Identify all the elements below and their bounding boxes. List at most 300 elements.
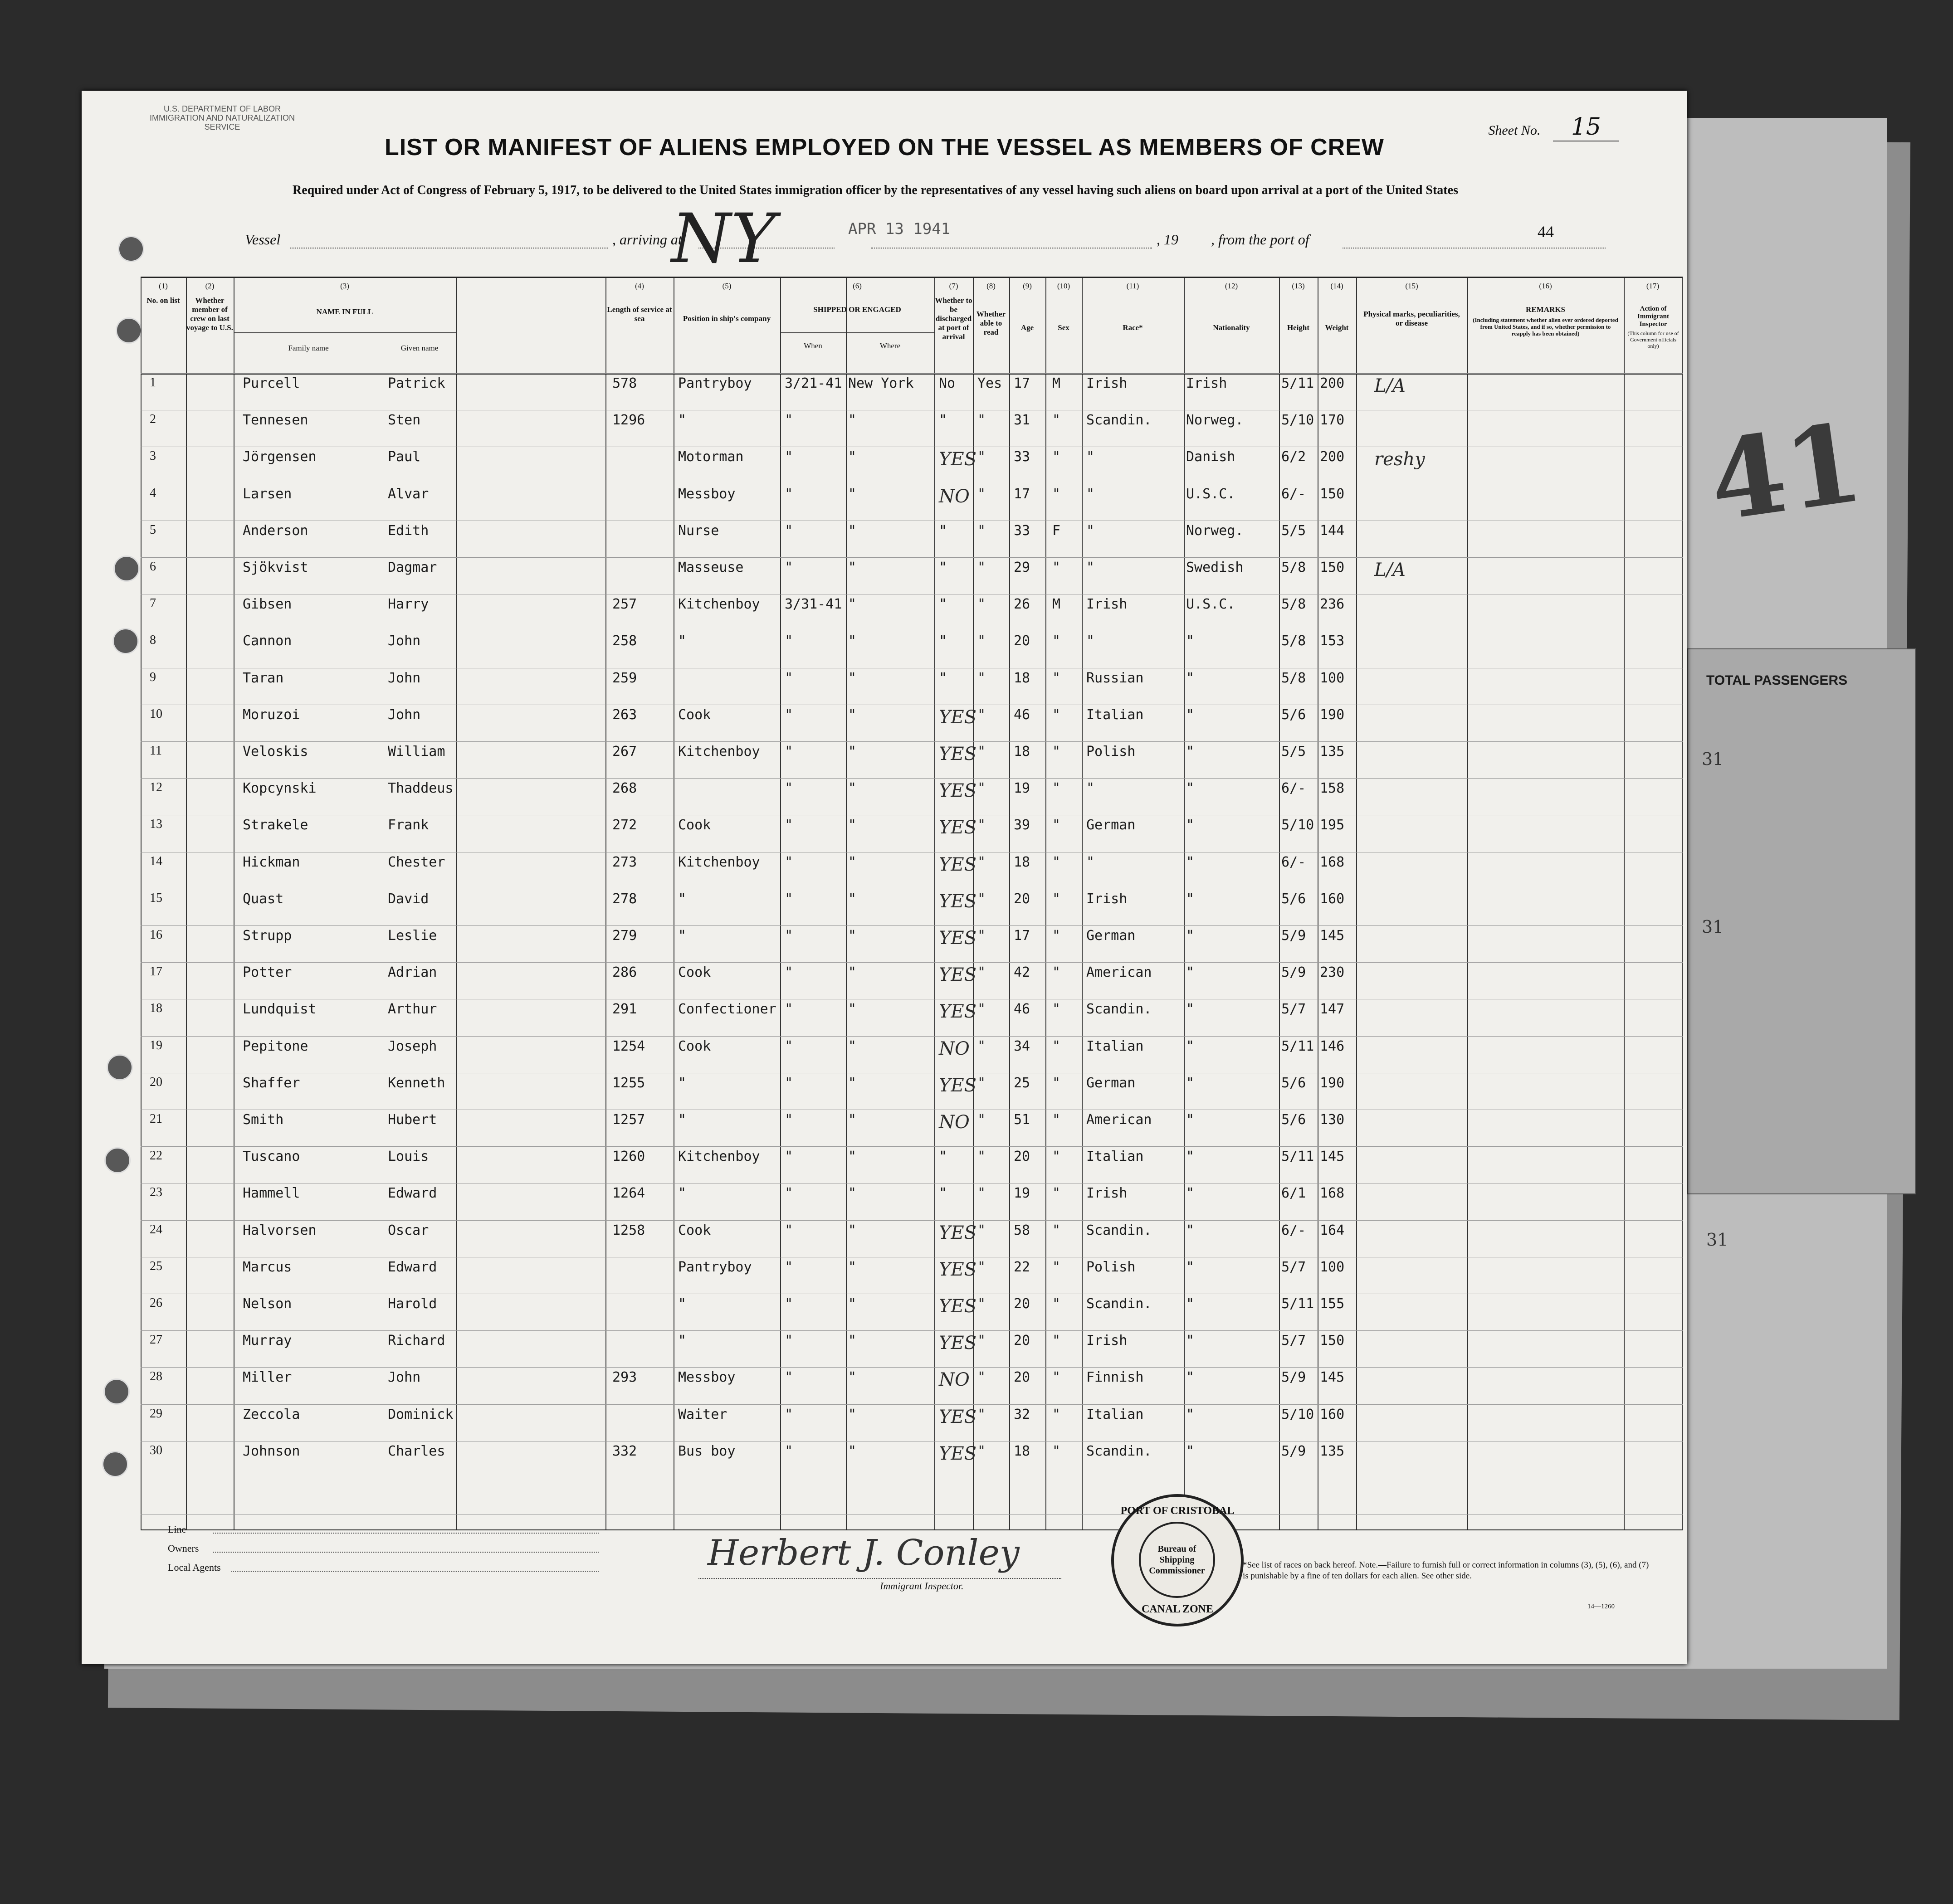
cell-height: 5/6 xyxy=(1281,706,1306,723)
arrival-port-handwritten: NY xyxy=(671,200,776,278)
column-header: NAME IN FULL xyxy=(316,307,373,316)
punch-hole xyxy=(102,1451,128,1477)
cell-service: 259 xyxy=(612,670,637,686)
cell-discharged: YES xyxy=(939,891,977,912)
cell-read: " xyxy=(977,522,986,539)
cell-position: Cook xyxy=(678,1222,711,1238)
cell-read: " xyxy=(977,1075,986,1091)
cell-position: Nurse xyxy=(678,522,719,539)
cell-position: Messboy xyxy=(678,1369,736,1386)
cell-height: 5/10 xyxy=(1281,1406,1314,1422)
cell-given: Louis xyxy=(388,1149,429,1165)
cell-height: 5/5 xyxy=(1281,744,1306,760)
column-number: (4) xyxy=(635,282,644,290)
cell-when: " xyxy=(785,670,793,686)
cell-sex: M xyxy=(1052,596,1061,613)
cell-position: Cook xyxy=(678,817,711,833)
cell-sex: " xyxy=(1052,1038,1061,1054)
cell-given: John xyxy=(388,670,421,686)
cell-age: 32 xyxy=(1014,1406,1030,1422)
cell-read: " xyxy=(977,560,986,575)
cell-service: 332 xyxy=(612,1443,637,1459)
cell-nationality: Norweg. xyxy=(1186,522,1244,539)
cell-position: Cook xyxy=(678,1038,711,1054)
cell-family: Moruzoi xyxy=(243,706,300,723)
cell-discharged: YES xyxy=(939,1406,977,1427)
cell-where: " xyxy=(848,854,857,870)
cell-position: Pantryboy xyxy=(678,375,752,391)
cell-no: 23 xyxy=(150,1185,162,1200)
cell-when: " xyxy=(785,1369,793,1386)
cell-position: Messboy xyxy=(678,486,736,502)
cell-when: " xyxy=(785,412,793,429)
owners-blank xyxy=(213,1543,599,1553)
cell-nationality: U.S.C. xyxy=(1186,596,1235,613)
cell-weight: 164 xyxy=(1320,1222,1345,1238)
cell-read: " xyxy=(977,854,986,870)
cell-no: 20 xyxy=(150,1075,162,1089)
cell-given: Sten xyxy=(388,412,421,429)
cell-when: " xyxy=(785,891,793,907)
stamp-bottom-text: CANAL ZONE xyxy=(1141,1603,1214,1615)
column-number: (12) xyxy=(1225,282,1238,290)
cell-age: 34 xyxy=(1014,1038,1030,1054)
cell-when: " xyxy=(785,1185,793,1202)
sheet-number-label: Sheet No. xyxy=(1488,123,1541,138)
cell-weight: 170 xyxy=(1320,412,1345,429)
cell-discharged: NO xyxy=(939,486,970,507)
from-port-label: , from the port of xyxy=(1211,231,1309,248)
cell-service: 1264 xyxy=(612,1185,645,1202)
cell-race: Irish xyxy=(1086,1185,1128,1202)
cell-read: " xyxy=(977,1259,986,1275)
cell-weight: 200 xyxy=(1320,449,1345,465)
cell-where: " xyxy=(848,1001,857,1018)
cell-discharged: " xyxy=(939,596,947,613)
cell-sex: " xyxy=(1052,1112,1061,1128)
cell-when: " xyxy=(785,1149,793,1165)
cell-sex: " xyxy=(1052,486,1061,502)
cell-discharged: YES xyxy=(939,449,977,470)
column-header: Nationality xyxy=(1213,323,1250,332)
cell-weight: 153 xyxy=(1320,633,1345,649)
side-slip-heading: TOTAL PASSENGERS xyxy=(1706,673,1848,688)
cell-when: " xyxy=(785,928,793,944)
cell-nationality: " xyxy=(1186,780,1195,797)
document-subtitle: Required under Act of Congress of February 5, 1917, to be delivered to the United States immigration officer by the representatives of any vessel having such aliens on board upon arrival at a port of the United States xyxy=(293,183,1458,197)
cell-family: Strupp xyxy=(243,928,292,944)
cell-family: Shaffer xyxy=(243,1075,300,1091)
cell-nationality: " xyxy=(1186,1369,1195,1386)
cell-read: " xyxy=(977,928,986,944)
cell-nationality: U.S.C. xyxy=(1186,486,1235,502)
cell-race: Finnish xyxy=(1086,1369,1144,1386)
cell-service: 578 xyxy=(612,375,637,391)
cell-service: 1254 xyxy=(612,1038,645,1054)
column-number: (15) xyxy=(1405,282,1418,290)
cell-read: " xyxy=(977,1443,986,1459)
cell-where: " xyxy=(848,744,857,760)
cell-no: 11 xyxy=(150,744,162,758)
column-number: (5) xyxy=(722,282,732,290)
cell-read: " xyxy=(977,964,986,981)
cell-when: " xyxy=(785,964,793,981)
column-number: (14) xyxy=(1330,282,1343,290)
cell-given: Edward xyxy=(388,1259,437,1275)
cell-age: 46 xyxy=(1014,706,1030,723)
cell-service: 1257 xyxy=(612,1112,645,1128)
cell-nationality: " xyxy=(1186,964,1195,981)
cell-where: " xyxy=(848,560,857,575)
cell-when: " xyxy=(785,1001,793,1018)
cell-no: 28 xyxy=(150,1369,162,1384)
cell-when: " xyxy=(785,1075,793,1091)
column-number: (10) xyxy=(1057,282,1070,290)
cell-family: Nelson xyxy=(243,1296,292,1312)
cell-read: " xyxy=(977,1333,986,1349)
cell-nationality: " xyxy=(1186,1001,1195,1018)
cell-where: " xyxy=(848,670,857,686)
cell-where: " xyxy=(848,1443,857,1459)
cell-given: William xyxy=(388,744,445,760)
cell-given: Arthur xyxy=(388,1001,437,1018)
cell-height: 6/- xyxy=(1281,486,1306,502)
cell-height: 5/8 xyxy=(1281,670,1306,686)
cell-no: 10 xyxy=(150,706,162,721)
cell-race: German xyxy=(1086,817,1136,833)
cell-discharged: YES xyxy=(939,1333,977,1354)
cell-age: 25 xyxy=(1014,1075,1030,1091)
cell-position: " xyxy=(678,1112,687,1128)
punch-hole xyxy=(116,317,142,344)
cell-position: " xyxy=(678,1296,687,1312)
cell-age: 29 xyxy=(1014,560,1030,575)
cell-where: " xyxy=(848,1222,857,1238)
cell-marks: L/A xyxy=(1374,560,1406,580)
cell-nationality: " xyxy=(1186,817,1195,833)
cell-where: " xyxy=(848,1038,857,1054)
cell-given: Edith xyxy=(388,522,429,539)
stamp-top-text: PORT OF CRISTOBAL xyxy=(1120,1505,1235,1517)
cell-sex: " xyxy=(1052,964,1061,981)
cell-given: John xyxy=(388,633,421,649)
cell-family: Hammell xyxy=(243,1185,300,1202)
manifest-sheet xyxy=(82,91,1687,1664)
cell-race: " xyxy=(1086,486,1095,502)
cell-sex: " xyxy=(1052,1443,1061,1459)
cell-service: 1255 xyxy=(612,1075,645,1091)
cell-sex: " xyxy=(1052,1149,1061,1165)
cell-when: " xyxy=(785,486,793,502)
cell-nationality: " xyxy=(1186,1406,1195,1422)
cell-service: 1260 xyxy=(612,1149,645,1165)
cell-height: 6/- xyxy=(1281,854,1306,870)
cell-sex: " xyxy=(1052,1185,1061,1202)
footnote: *See list of races on back hereof. Note.—Failure to furnish full or correct information in columns (3), (5), (6), and (7) is punishable by a fine of ten dollars for each alien. See other side. xyxy=(1243,1560,1649,1581)
cell-family: Cannon xyxy=(243,633,292,649)
cell-sex: " xyxy=(1052,854,1061,870)
cell-race: Irish xyxy=(1086,1333,1128,1349)
cell-when: 3/31-41 xyxy=(785,596,842,613)
cell-height: 5/9 xyxy=(1281,1369,1306,1386)
column-header: No. on list xyxy=(146,296,180,305)
column-header: Action of Immigrant Inspector xyxy=(1637,305,1669,328)
inspector-signature: Herbert J. Conley xyxy=(708,1533,1020,1573)
cell-service: 291 xyxy=(612,1001,637,1018)
cell-read: " xyxy=(977,486,986,502)
cell-discharged: NO xyxy=(939,1112,970,1133)
cell-family: Gibsen xyxy=(243,596,292,613)
cell-discharged: " xyxy=(939,1149,947,1165)
cell-nationality: Danish xyxy=(1186,449,1235,465)
cell-weight: 147 xyxy=(1320,1001,1345,1018)
cell-race: " xyxy=(1086,854,1095,870)
cell-family: Zeccola xyxy=(243,1406,300,1422)
cell-service: 293 xyxy=(612,1369,637,1386)
column-number: (8) xyxy=(986,282,996,290)
cell-when: " xyxy=(785,1443,793,1459)
cell-height: 5/6 xyxy=(1281,1075,1306,1091)
cell-no: 3 xyxy=(150,449,156,463)
cell-where: " xyxy=(848,633,857,649)
cell-no: 17 xyxy=(150,964,162,979)
cell-discharged: YES xyxy=(939,817,977,838)
cell-discharged: YES xyxy=(939,1001,977,1023)
cell-given: Dagmar xyxy=(388,560,437,575)
cell-height: 5/9 xyxy=(1281,964,1306,981)
cell-no: 4 xyxy=(150,486,156,500)
cell-service: 286 xyxy=(612,964,637,981)
cell-family: Halvorsen xyxy=(243,1222,317,1238)
cell-sex: " xyxy=(1052,412,1061,429)
cell-weight: 195 xyxy=(1320,817,1345,833)
inspector-label: Immigrant Inspector. xyxy=(880,1580,964,1592)
cell-sex: " xyxy=(1052,449,1061,465)
side-slip-value: 31 xyxy=(1702,917,1724,937)
cell-no: 12 xyxy=(150,780,162,795)
cell-age: 17 xyxy=(1014,928,1030,944)
cell-read: " xyxy=(977,1406,986,1422)
cell-when: " xyxy=(785,706,793,723)
cell-weight: 145 xyxy=(1320,1149,1345,1165)
cell-race: Italian xyxy=(1086,1406,1144,1422)
cell-discharged: " xyxy=(939,412,947,429)
cell-height: 5/7 xyxy=(1281,1259,1306,1275)
cell-race: Scandin. xyxy=(1086,1443,1152,1459)
cell-given: Alvar xyxy=(388,486,429,502)
cell-discharged: " xyxy=(939,1185,947,1202)
cell-service: 1258 xyxy=(612,1222,645,1238)
cell-weight: 135 xyxy=(1320,744,1345,760)
cell-family: Murray xyxy=(243,1333,292,1349)
cell-where: " xyxy=(848,1185,857,1202)
cell-discharged: YES xyxy=(939,854,977,875)
column-number: (16) xyxy=(1539,282,1552,290)
cell-position: Kitchenboy xyxy=(678,744,760,760)
cell-height: 5/11 xyxy=(1281,1149,1314,1165)
cell-given: Oscar xyxy=(388,1222,429,1238)
column-header: Sex xyxy=(1058,323,1069,332)
cell-sex: F xyxy=(1052,522,1061,539)
column-number: (1) xyxy=(159,282,168,290)
cell-weight: 155 xyxy=(1320,1296,1345,1312)
cell-race: American xyxy=(1086,964,1152,981)
cell-nationality: " xyxy=(1186,633,1195,649)
cell-marks: reshy xyxy=(1374,449,1425,470)
agents-blank xyxy=(231,1562,599,1572)
cell-when: " xyxy=(785,1112,793,1128)
cell-age: 20 xyxy=(1014,1296,1030,1312)
cell-age: 20 xyxy=(1014,1333,1030,1349)
port-stamp xyxy=(1111,1494,1244,1626)
cell-where: " xyxy=(848,706,857,723)
cell-discharged: YES xyxy=(939,928,977,949)
local-agents-label: Local Agents xyxy=(168,1562,221,1573)
cell-given: Richard xyxy=(388,1333,445,1349)
column-header: Physical marks, peculiarities, or disease xyxy=(1363,310,1460,327)
cell-sex: " xyxy=(1052,633,1061,649)
cell-read: " xyxy=(977,891,986,907)
cell-age: 19 xyxy=(1014,780,1030,797)
cell-race: German xyxy=(1086,928,1136,944)
cell-where: " xyxy=(848,928,857,944)
punch-hole xyxy=(118,236,144,262)
cell-read: " xyxy=(977,1038,986,1054)
cell-discharged: YES xyxy=(939,706,977,728)
side-slip-value: 31 xyxy=(1702,749,1724,769)
arriving-label: , arriving at xyxy=(612,231,682,248)
cell-weight: 190 xyxy=(1320,706,1345,723)
cell-where: " xyxy=(848,891,857,907)
cell-family: Tuscano xyxy=(243,1149,300,1165)
signature-line xyxy=(698,1569,1061,1579)
cell-where: New York xyxy=(848,375,914,391)
cell-race: Polish xyxy=(1086,1259,1136,1275)
column-subheader: Given name xyxy=(400,344,439,352)
cell-height: 6/2 xyxy=(1281,449,1306,465)
cell-height: 5/6 xyxy=(1281,891,1306,907)
cell-given: Adrian xyxy=(388,964,437,981)
cell-sex: " xyxy=(1052,1075,1061,1091)
cell-height: 5/7 xyxy=(1281,1001,1306,1018)
cell-no: 30 xyxy=(150,1443,162,1457)
cell-height: 5/10 xyxy=(1281,817,1314,833)
cell-height: 5/8 xyxy=(1281,633,1306,649)
cell-when: " xyxy=(785,449,793,465)
cell-race: German xyxy=(1086,1075,1136,1091)
cell-family: Kopcynski xyxy=(243,780,317,797)
cell-position: Kitchenboy xyxy=(678,596,760,613)
cell-position: Confectioner xyxy=(678,1001,776,1018)
vessel-blank xyxy=(290,231,608,248)
cell-age: 20 xyxy=(1014,1369,1030,1386)
column-number: (13) xyxy=(1292,282,1305,290)
cell-nationality: " xyxy=(1186,1112,1195,1128)
cell-family: Johnson xyxy=(243,1443,300,1459)
cell-no: 8 xyxy=(150,633,156,648)
cell-race: Scandin. xyxy=(1086,1296,1152,1312)
cell-discharged: " xyxy=(939,560,947,575)
cell-discharged: YES xyxy=(939,744,977,765)
column-subheader: When xyxy=(804,341,822,350)
cell-discharged: YES xyxy=(939,780,977,802)
cell-service: 267 xyxy=(612,744,637,760)
cell-given: Joseph xyxy=(388,1038,437,1054)
cell-nationality: " xyxy=(1186,854,1195,870)
cell-position: " xyxy=(678,633,687,649)
column-header: Height xyxy=(1287,323,1310,332)
cell-age: 26 xyxy=(1014,596,1030,613)
cell-read: " xyxy=(977,744,986,760)
cell-race: Scandin. xyxy=(1086,1222,1152,1238)
cell-discharged: YES xyxy=(939,964,977,986)
cell-position: " xyxy=(678,891,687,907)
cell-weight: 230 xyxy=(1320,964,1345,981)
cell-race: Italian xyxy=(1086,706,1144,723)
punch-hole xyxy=(103,1378,130,1405)
cell-weight: 130 xyxy=(1320,1112,1345,1128)
cell-weight: 200 xyxy=(1320,375,1345,391)
cell-where: " xyxy=(848,1296,857,1312)
column-header: SHIPPED OR ENGAGED xyxy=(813,305,901,314)
cell-position: Pantryboy xyxy=(678,1259,752,1275)
cell-discharged: " xyxy=(939,633,947,649)
cell-weight: 146 xyxy=(1320,1038,1345,1054)
column-header: Weight xyxy=(1325,323,1349,332)
sheet-number-value: 15 xyxy=(1553,113,1619,141)
cell-position: " xyxy=(678,928,687,944)
cell-when: " xyxy=(785,1038,793,1054)
cell-age: 39 xyxy=(1014,817,1030,833)
cell-age: 42 xyxy=(1014,964,1030,981)
cell-height: 5/6 xyxy=(1281,1112,1306,1128)
cell-where: " xyxy=(848,817,857,833)
cell-age: 31 xyxy=(1014,412,1030,429)
cell-no: 13 xyxy=(150,817,162,832)
cell-weight: 236 xyxy=(1320,596,1345,613)
cell-race: Russian xyxy=(1086,670,1144,686)
column-number: (6) xyxy=(853,282,862,290)
cell-nationality: " xyxy=(1186,1185,1195,1202)
cell-age: 18 xyxy=(1014,670,1030,686)
cell-when: " xyxy=(785,1406,793,1422)
cell-weight: 168 xyxy=(1320,1185,1345,1202)
cell-no: 2 xyxy=(150,412,156,427)
cell-when: " xyxy=(785,560,793,575)
cell-race: Italian xyxy=(1086,1038,1144,1054)
cell-no: 26 xyxy=(150,1296,162,1310)
column-subheader: (Including statement whether alien ever ordered deported from United States, and if so, whether permission to reapply has been obtained) xyxy=(1473,317,1618,337)
cell-where: " xyxy=(848,1369,857,1386)
cell-nationality: " xyxy=(1186,1038,1195,1054)
cell-nationality: Norweg. xyxy=(1186,412,1244,429)
cell-given: Harold xyxy=(388,1296,437,1312)
cell-family: Taran xyxy=(243,670,284,686)
cell-position: Cook xyxy=(678,964,711,981)
cell-family: Anderson xyxy=(243,522,308,539)
cell-family: Miller xyxy=(243,1369,292,1386)
cell-where: " xyxy=(848,780,857,797)
cell-given: Frank xyxy=(388,817,429,833)
cell-where: " xyxy=(848,1406,857,1422)
cell-nationality: " xyxy=(1186,1443,1195,1459)
cell-weight: 158 xyxy=(1320,780,1345,797)
cell-discharged: YES xyxy=(939,1075,977,1096)
cell-nationality: " xyxy=(1186,706,1195,723)
cell-service: 273 xyxy=(612,854,637,870)
cell-discharged: No xyxy=(939,375,956,391)
cell-sex: " xyxy=(1052,1369,1061,1386)
